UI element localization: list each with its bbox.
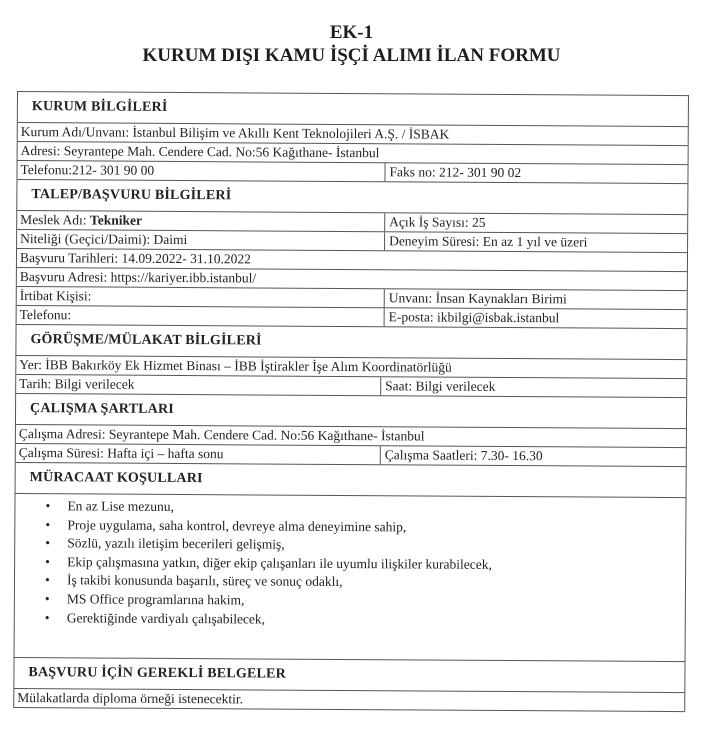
contact-title: Unvanı: İnsan Kaynakları Birimi — [388, 290, 567, 307]
section-header-interview: GÖRÜŞME/MÜLAKAT BİLGİLERİ — [16, 325, 686, 360]
open-positions: Açık İş Sayısı: 25 — [389, 214, 486, 230]
experience-requirement: Deneyim Süresi: En az 1 yıl ve üzeri — [389, 233, 588, 250]
requirement-item: • Sözlü, yazılı iletişim becerileri gelişmiş, — [67, 535, 685, 557]
requirements-list — [15, 497, 686, 631]
job-type: Niteliği (Geçici/Daimi): Daimi — [17, 230, 385, 250]
institution-phone: Telefonu:212- 301 90 00 — [17, 161, 385, 181]
work-address: Çalışma Adresi: Seyrantepe Mah. Cendere Cad. No:56 Kağıthane- İstanbul — [18, 426, 425, 444]
job-title-value: Tekniker — [89, 212, 143, 228]
contact-phone: Telefonu: — [17, 306, 385, 326]
form-title-block — [0, 22, 703, 68]
requirement-item: • En az Lise mezunu, — [67, 497, 685, 519]
requirement-item: • İş takibi konusunda başarılı, süreç ve sonuç odaklı, — [67, 572, 685, 594]
interview-hour: Saat: Bilgi verilecek — [385, 378, 496, 394]
job-title — [17, 211, 385, 231]
form-title: KURUM DIŞI KAMU İŞÇİ ALIMI İLAN FORMU — [142, 45, 561, 66]
section-header-institution: KURUM BİLGİLERİ — [18, 92, 688, 127]
requirement-item: • Proje uygulama, saha kontrol, devreye alma deneyimine sahip, — [67, 516, 685, 538]
section-header-documents: BAŞVURU İÇİN GEREKLİ BELGELER — [14, 658, 684, 693]
application-address: Başvuru Adresi: https://kariyer.ibb.istanbul/ — [19, 269, 257, 286]
job-title-label: Meslek Adı: — [20, 212, 91, 228]
requirement-item: • MS Office programlarına hakim, — [67, 590, 685, 612]
contact-person: İrtibat Kişisi: — [17, 287, 385, 307]
requirements-list-container — [15, 494, 686, 662]
work-duration: Çalışma Süresi: Hafta içi – hafta sonu — [16, 444, 381, 464]
work-hours: Çalışma Saatleri: 7.30- 16.30 — [384, 447, 543, 464]
institution-address: Adresi: Seyrantepe Mah. Cendere Cad. No:56 Kağıthane- İstanbul — [20, 143, 380, 161]
application-dates: Başvuru Tarihleri: 14.09.2022- 31.10.2022 — [19, 250, 251, 267]
interview-date: Tarih: Bilgi verilecek — [16, 375, 381, 395]
interview-location: Yer: İBB Bakırköy Ek Hizmet Binası – İBB İştirakler İşe Alım Koordinatörlüğü — [19, 357, 452, 375]
institution-name: Kurum Adı/Unvanı: İstanbul Bilişim ve Akıllı Kent Teknolojileri A.Ş. / İSBAK — [20, 124, 450, 142]
requirement-item: • Ekip çalışmasına yatkın, diğer ekip çalışanları ile uyumlu ilişkiler kurabilecek, — [67, 553, 685, 575]
section-header-requirements: MÜRACAAT KOŞULLARI — [16, 463, 686, 498]
appendix-label: EK-1 — [329, 22, 374, 43]
contact-email: E-posta: ikbilgi@isbak.istanbul — [388, 309, 560, 326]
section-header-application: TALEP/BAŞVURU BİLGİLERİ — [17, 180, 687, 215]
documents-text: Mülakatlarda diploma örneği istenecektir. — [17, 690, 244, 707]
requirement-item: • Gerektiğinde vardiyalı çalışabilecek, — [67, 609, 685, 631]
job-posting-form — [13, 91, 689, 712]
institution-fax: Faks no: 212- 301 90 02 — [389, 164, 522, 181]
section-header-working-conditions: ÇALIŞMA ŞARTLARI — [16, 394, 686, 429]
documents-row — [14, 689, 684, 712]
